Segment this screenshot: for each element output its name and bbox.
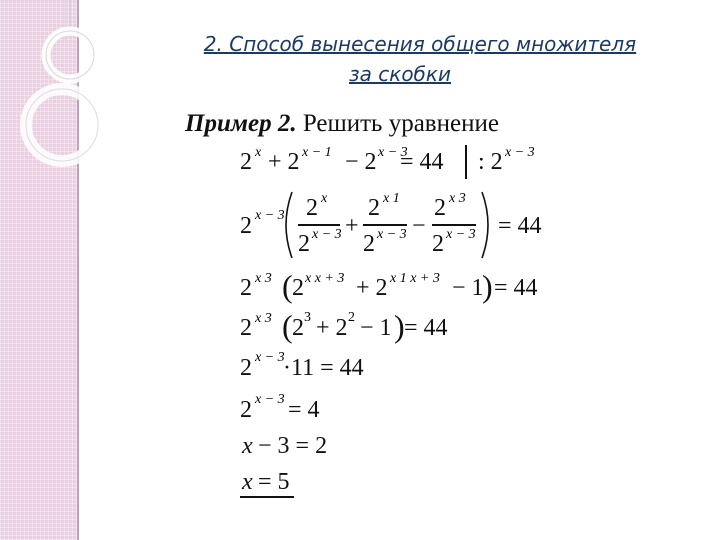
decorative-rings bbox=[0, 0, 120, 540]
term: − 1 bbox=[360, 315, 392, 341]
answer-underline bbox=[240, 496, 294, 498]
exponent: 3 bbox=[304, 310, 311, 325]
slide-title-line1: 2. Способ вынесения общего множителя bbox=[203, 32, 637, 56]
ring-outline bbox=[46, 31, 94, 79]
fraction-bar bbox=[432, 224, 476, 226]
equation-rest: ·11 = 44 bbox=[283, 355, 364, 381]
exponent: x 3 bbox=[255, 311, 272, 326]
variable: x bbox=[242, 469, 253, 495]
fraction-bar bbox=[363, 224, 407, 226]
slide-title-line2: за скобки bbox=[349, 62, 451, 86]
exponent: x − 3 bbox=[312, 227, 342, 242]
exponent: x bbox=[321, 191, 328, 206]
fraction-bar bbox=[298, 224, 340, 226]
rhs: = 44 bbox=[404, 315, 448, 341]
exponent: x x + 3 bbox=[305, 271, 345, 286]
term: + 2 bbox=[316, 315, 348, 341]
exponent: x − 3 bbox=[505, 145, 535, 160]
term: 2 bbox=[292, 315, 304, 341]
denominator: 2 bbox=[432, 231, 444, 257]
term: 2 bbox=[240, 355, 252, 381]
numerator: 2 bbox=[306, 195, 318, 221]
divider-bar bbox=[465, 145, 467, 179]
term: 2 bbox=[240, 275, 252, 301]
term: − 1 bbox=[452, 275, 484, 301]
term: 2 bbox=[240, 149, 252, 175]
denominator: 2 bbox=[298, 231, 310, 257]
example-heading bbox=[185, 110, 499, 138]
exponent: x 1 bbox=[383, 191, 400, 206]
minus-sign: − bbox=[412, 213, 426, 239]
term: + 2 bbox=[268, 149, 300, 175]
term: 2 bbox=[240, 397, 252, 423]
exponent: x bbox=[255, 145, 262, 160]
numerator: 2 bbox=[434, 195, 446, 221]
exponent: x − 3 bbox=[378, 145, 408, 160]
divisor: : 2 bbox=[478, 149, 503, 175]
rhs: = 44 bbox=[494, 275, 538, 301]
denominator: 2 bbox=[363, 231, 375, 257]
exponent: x 3 bbox=[255, 271, 272, 286]
equation-rest: = 4 bbox=[288, 397, 320, 423]
left-paren bbox=[278, 190, 296, 260]
right-paren: ) bbox=[482, 268, 493, 304]
numerator: 2 bbox=[368, 195, 380, 221]
exponent: x − 3 bbox=[377, 227, 407, 242]
equation-rest: − 3 = 2 bbox=[258, 433, 328, 459]
exponent: 2 bbox=[348, 310, 355, 325]
term: 2 bbox=[292, 275, 304, 301]
left-paren: ( bbox=[282, 268, 293, 304]
term: 2 bbox=[240, 213, 252, 239]
example-text: Решить уравнение bbox=[302, 110, 499, 137]
plus-sign: + bbox=[345, 213, 359, 239]
term: 2 bbox=[240, 315, 252, 341]
rhs: = 44 bbox=[400, 149, 444, 175]
right-paren: ) bbox=[394, 308, 405, 344]
exponent: x 1 x + 3 bbox=[390, 271, 440, 286]
ring-outline bbox=[26, 89, 98, 161]
example-label: Пример 2. bbox=[185, 110, 297, 137]
exponent: x − 1 bbox=[302, 145, 332, 160]
exponent: x 3 bbox=[449, 191, 466, 206]
right-paren bbox=[478, 190, 496, 260]
term: + 2 bbox=[356, 275, 388, 301]
term: − 2 bbox=[345, 149, 377, 175]
exponent: x − 3 bbox=[255, 208, 285, 223]
exponent: x − 3 bbox=[446, 227, 476, 242]
exponent: x − 3 bbox=[255, 350, 285, 365]
rhs: = 44 bbox=[498, 213, 542, 239]
left-paren: ( bbox=[282, 308, 293, 344]
variable: x bbox=[242, 433, 253, 459]
exponent: x − 3 bbox=[255, 392, 285, 407]
equation-rest: = 5 bbox=[258, 469, 290, 495]
